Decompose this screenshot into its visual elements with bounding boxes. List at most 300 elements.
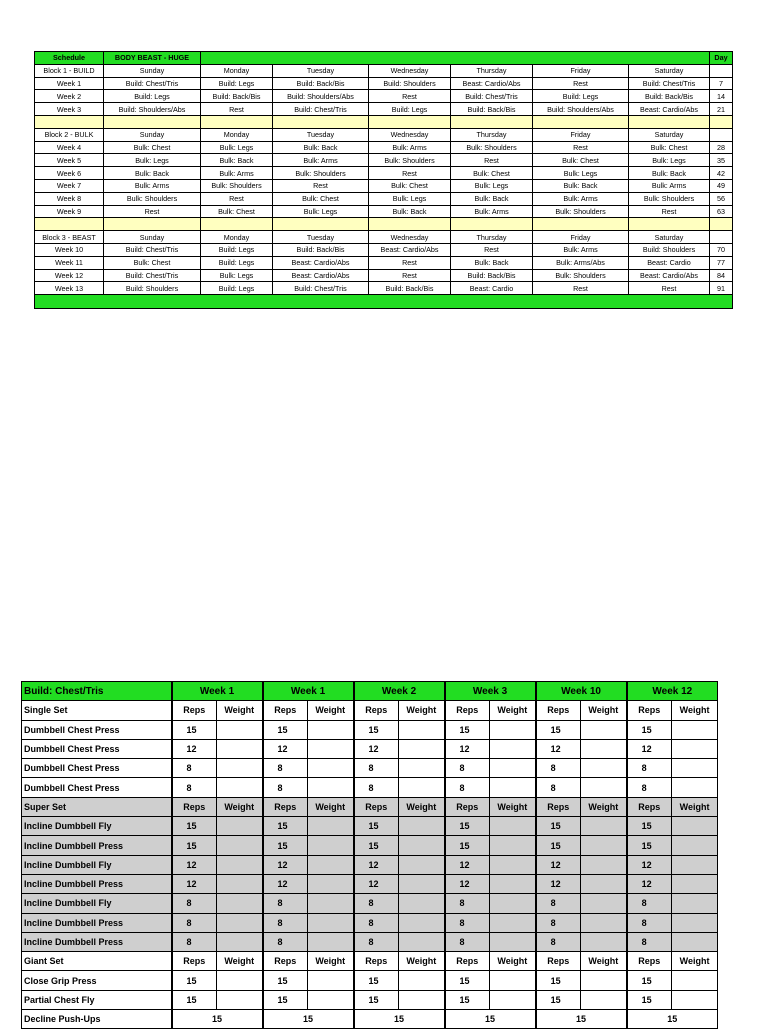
exercise-row: [22, 971, 718, 990]
separator-cell: [35, 218, 104, 231]
reps-value: 15: [172, 836, 217, 855]
weight-header: Weight: [672, 797, 718, 816]
reps-value: 8: [445, 932, 490, 951]
workout-cell: Bulk: Legs: [451, 179, 533, 192]
separator-cell: [35, 115, 104, 128]
block-label: Block 2 - BULK: [35, 128, 104, 141]
weight-value: [581, 894, 627, 913]
workout-cell: Build: Shoulders: [104, 282, 201, 295]
workout-cell: Bulk: Chest: [369, 179, 451, 192]
day-count: 42: [710, 167, 733, 180]
weight-value: [308, 874, 354, 893]
workout-cell: Bulk: Back: [104, 167, 201, 180]
reps-value: 8: [263, 913, 308, 932]
day-header: Day: [710, 52, 733, 65]
weight-value: [217, 932, 263, 951]
day-name: Sunday: [104, 64, 201, 77]
workout-cell: Rest: [369, 90, 451, 103]
reps-value: 8: [536, 759, 581, 778]
reps-value: 15: [263, 990, 308, 1009]
exercise-name: Close Grip Press: [22, 971, 172, 990]
day-count: 77: [710, 256, 733, 269]
separator-cell: [451, 218, 533, 231]
separator-cell: [273, 115, 369, 128]
workout-cell: Beast: Cardio/Abs: [451, 77, 533, 90]
reps-value: 8: [536, 913, 581, 932]
exercise-name: Incline Dumbbell Press: [22, 913, 172, 932]
reps-value: 8: [263, 759, 308, 778]
reps-header: Reps: [354, 701, 399, 720]
schedule-footer-row: [35, 295, 733, 309]
workout-cell: Bulk: Chest: [629, 141, 710, 154]
workout-cell: Beast: Cardio/Abs: [629, 269, 710, 282]
workout-cell: Build: Chest/Tris: [629, 77, 710, 90]
workout-cell: Beast: Cardio: [451, 282, 533, 295]
exercise-name: Incline Dumbbell Fly: [22, 817, 172, 836]
separator-cell: [451, 115, 533, 128]
workout-cell: Bulk: Chest: [533, 154, 629, 167]
workout-cell: Build: Legs: [104, 90, 201, 103]
week-row: [35, 243, 733, 256]
workout-cell: Bulk: Back: [201, 154, 273, 167]
workout-cell: Bulk: Back: [369, 205, 451, 218]
reps-value: 8: [445, 894, 490, 913]
section-name: Super Set: [22, 797, 172, 816]
weight-value: [308, 855, 354, 874]
exercise-row: [22, 778, 718, 797]
schedule-label: Schedule: [35, 52, 104, 65]
week-row: [35, 167, 733, 180]
weight-value: [399, 990, 445, 1009]
week-label: Week 12: [35, 269, 104, 282]
workout-cell: Beast: Cardio/Abs: [369, 243, 451, 256]
workout-cell: Rest: [369, 167, 451, 180]
day-count: 70: [710, 243, 733, 256]
workout-cell: Bulk: Shoulders: [273, 167, 369, 180]
weight-value: [672, 739, 718, 758]
workout-cell: Build: Chest/Tris: [273, 282, 369, 295]
reps-value: 8: [627, 759, 672, 778]
weight-value: [399, 778, 445, 797]
reps-value: 8: [172, 913, 217, 932]
weight-header: Weight: [490, 701, 536, 720]
workout-cell: Bulk: Back: [533, 179, 629, 192]
reps-value: 12: [354, 855, 399, 874]
weight-value: [672, 990, 718, 1009]
reps-value: 15: [627, 990, 672, 1009]
week-label: Week 6: [35, 167, 104, 180]
workout-cell: Build: Back/Bis: [629, 90, 710, 103]
reps-value: 15: [354, 971, 399, 990]
day-count: 63: [710, 205, 733, 218]
weight-value: [399, 720, 445, 739]
reps-value: 8: [536, 778, 581, 797]
workout-cell: Bulk: Shoulders: [629, 192, 710, 205]
workout-cell: Bulk: Shoulders: [451, 141, 533, 154]
week-label: Week 7: [35, 179, 104, 192]
weight-value: [490, 932, 536, 951]
exercise-name: Dumbbell Chest Press: [22, 778, 172, 797]
weight-value: [399, 913, 445, 932]
week-label: Week 10: [35, 243, 104, 256]
weight-value: [490, 990, 536, 1009]
workout-cell: Build: Legs: [533, 90, 629, 103]
reps-value: 15: [263, 1010, 354, 1029]
day-count: 28: [710, 141, 733, 154]
weight-value: [672, 817, 718, 836]
workout-cell: Bulk: Arms: [533, 192, 629, 205]
workout-cell: Bulk: Legs: [201, 141, 273, 154]
weight-header: Weight: [217, 701, 263, 720]
reps-value: 15: [627, 720, 672, 739]
weight-value: [672, 855, 718, 874]
week-row: [35, 269, 733, 282]
weight-header: Weight: [490, 952, 536, 971]
reps-value: 8: [172, 932, 217, 951]
reps-value: 8: [263, 778, 308, 797]
day-name: Sunday: [104, 231, 201, 244]
week-row: [35, 77, 733, 90]
reps-value: 15: [354, 990, 399, 1009]
weight-value: [217, 739, 263, 758]
workout-cell: Build: Back/Bis: [273, 77, 369, 90]
reps-header: Reps: [263, 952, 308, 971]
reps-value: 12: [263, 739, 308, 758]
weight-value: [217, 874, 263, 893]
section-header-row: [22, 701, 718, 720]
weight-value: [308, 913, 354, 932]
section-name: Single Set: [22, 701, 172, 720]
weight-header: Weight: [672, 952, 718, 971]
weight-value: [581, 990, 627, 1009]
workout-cell: Build: Chest/Tris: [273, 103, 369, 116]
weight-value: [490, 817, 536, 836]
weight-value: [399, 874, 445, 893]
workout-cell: Bulk: Chest: [104, 141, 201, 154]
reps-header: Reps: [354, 797, 399, 816]
weight-header: Weight: [217, 952, 263, 971]
separator-cell: [104, 218, 201, 231]
workout-cell: Build: Chest/Tris: [104, 77, 201, 90]
workout-cell: Build: Shoulders/Abs: [533, 103, 629, 116]
weight-value: [490, 971, 536, 990]
day-count: 14: [710, 90, 733, 103]
workout-cell: Beast: Cardio: [629, 256, 710, 269]
reps-value: 15: [445, 720, 490, 739]
block-label: Block 3 - BEAST: [35, 231, 104, 244]
reps-value: 12: [445, 855, 490, 874]
weight-header: Weight: [581, 797, 627, 816]
exercise-row: [22, 759, 718, 778]
exercise-row: [22, 1010, 718, 1029]
exercise-row: [22, 739, 718, 758]
week-label: Week 9: [35, 205, 104, 218]
weight-value: [308, 990, 354, 1009]
weight-value: [308, 720, 354, 739]
weight-value: [217, 894, 263, 913]
workout-cell: Bulk: Legs: [273, 205, 369, 218]
workout-cell: Bulk: Back: [451, 256, 533, 269]
workout-cell: Bulk: Shoulders: [369, 154, 451, 167]
reps-value: 15: [536, 836, 581, 855]
workout-cell: Build: Chest/Tris: [104, 269, 201, 282]
day-name: Wednesday: [369, 128, 451, 141]
workout-cell: Build: Back/Bis: [451, 103, 533, 116]
weight-value: [217, 759, 263, 778]
day-name: Thursday: [451, 64, 533, 77]
exercise-row: [22, 836, 718, 855]
week-label: Week 2: [35, 90, 104, 103]
week-label: Week 1: [35, 77, 104, 90]
reps-value: 12: [445, 739, 490, 758]
weight-value: [672, 971, 718, 990]
exercise-row: [22, 855, 718, 874]
weight-value: [490, 720, 536, 739]
reps-header: Reps: [536, 952, 581, 971]
workout-cell: Bulk: Shoulders: [533, 205, 629, 218]
reps-header: Reps: [172, 701, 217, 720]
reps-value: 15: [445, 990, 490, 1009]
reps-value: 15: [445, 836, 490, 855]
exercise-name: Dumbbell Chest Press: [22, 759, 172, 778]
reps-header: Reps: [172, 797, 217, 816]
week-row: [35, 179, 733, 192]
reps-value: 15: [536, 720, 581, 739]
weight-header: Weight: [308, 797, 354, 816]
weight-header: Weight: [581, 701, 627, 720]
block-header-row: [35, 231, 733, 244]
weight-value: [672, 759, 718, 778]
header-spacer: [201, 52, 710, 65]
workout-cell: Build: Back/Bis: [369, 282, 451, 295]
weight-value: [217, 971, 263, 990]
workout-cell: Bulk: Arms: [273, 154, 369, 167]
workout-cell: Bulk: Arms: [533, 243, 629, 256]
workout-cell: Bulk: Shoulders: [201, 179, 273, 192]
reps-value: 8: [445, 913, 490, 932]
weight-value: [490, 759, 536, 778]
reps-value: 8: [354, 759, 399, 778]
reps-header: Reps: [445, 701, 490, 720]
workout-title: Build: Chest/Tris: [22, 682, 172, 701]
reps-value: 15: [536, 990, 581, 1009]
workout-cell: Bulk: Arms: [104, 179, 201, 192]
weight-value: [217, 855, 263, 874]
exercise-name: Dumbbell Chest Press: [22, 739, 172, 758]
reps-value: 15: [627, 971, 672, 990]
weight-value: [217, 720, 263, 739]
schedule-header-row: [35, 52, 733, 65]
exercise-name: Incline Dumbbell Press: [22, 836, 172, 855]
reps-value: 15: [627, 817, 672, 836]
day-count: 91: [710, 282, 733, 295]
weight-value: [308, 932, 354, 951]
day-name: Tuesday: [273, 231, 369, 244]
weight-value: [490, 778, 536, 797]
workout-cell: Bulk: Back: [451, 192, 533, 205]
workout-cell: Build: Legs: [201, 77, 273, 90]
weight-value: [581, 932, 627, 951]
workout-cell: Bulk: Chest: [104, 256, 201, 269]
block-label: Block 1 - BUILD: [35, 64, 104, 77]
week-row: [35, 103, 733, 116]
day-count: 56: [710, 192, 733, 205]
week-header: Week 10: [536, 682, 627, 701]
weight-value: [217, 778, 263, 797]
reps-value: 15: [445, 971, 490, 990]
reps-header: Reps: [354, 952, 399, 971]
week-row: [35, 256, 733, 269]
reps-value: 12: [627, 855, 672, 874]
separator-cell: [273, 218, 369, 231]
day-name: Wednesday: [369, 231, 451, 244]
day-name: Thursday: [451, 128, 533, 141]
exercise-name: Incline Dumbbell Press: [22, 874, 172, 893]
exercise-row: [22, 817, 718, 836]
weight-value: [217, 913, 263, 932]
reps-header: Reps: [627, 952, 672, 971]
weight-value: [399, 932, 445, 951]
workout-cell: Bulk: Arms/Abs: [533, 256, 629, 269]
reps-value: 12: [627, 874, 672, 893]
weight-value: [308, 894, 354, 913]
weight-value: [399, 894, 445, 913]
weight-value: [399, 855, 445, 874]
block-separator-row: [35, 218, 733, 231]
workout-cell: Beast: Cardio/Abs: [273, 269, 369, 282]
exercise-row: [22, 932, 718, 951]
exercise-row: [22, 874, 718, 893]
reps-value: 15: [263, 720, 308, 739]
weight-value: [399, 971, 445, 990]
separator-cell: [201, 115, 273, 128]
separator-cell: [710, 218, 733, 231]
separator-cell: [369, 218, 451, 231]
weight-value: [581, 759, 627, 778]
separator-cell: [533, 218, 629, 231]
workout-cell: Bulk: Shoulders: [533, 269, 629, 282]
weight-value: [308, 971, 354, 990]
weight-value: [672, 913, 718, 932]
workout-cell: Beast: Cardio/Abs: [273, 256, 369, 269]
reps-header: Reps: [172, 952, 217, 971]
weight-value: [490, 855, 536, 874]
reps-value: 15: [354, 720, 399, 739]
workout-cell: Beast: Cardio/Abs: [629, 103, 710, 116]
day-name: Tuesday: [273, 64, 369, 77]
reps-value: 8: [627, 932, 672, 951]
workout-cell: Rest: [533, 77, 629, 90]
week-row: [35, 205, 733, 218]
reps-value: 15: [263, 836, 308, 855]
reps-value: 8: [354, 913, 399, 932]
weight-value: [581, 874, 627, 893]
weight-value: [581, 739, 627, 758]
day-name: Friday: [533, 64, 629, 77]
reps-value: 12: [354, 739, 399, 758]
section-header-row: [22, 952, 718, 971]
reps-value: 12: [445, 874, 490, 893]
reps-value: 8: [263, 932, 308, 951]
workout-cell: Bulk: Arms: [369, 141, 451, 154]
day-count: 84: [710, 269, 733, 282]
workout-table: [21, 681, 718, 1029]
reps-value: 12: [536, 855, 581, 874]
section-header-row: [22, 797, 718, 816]
exercise-name: Dumbbell Chest Press: [22, 720, 172, 739]
week-label: Week 13: [35, 282, 104, 295]
workout-cell: Bulk: Chest: [451, 167, 533, 180]
weight-header: Weight: [490, 797, 536, 816]
workout-cell: Rest: [533, 282, 629, 295]
week-header: Week 2: [354, 682, 445, 701]
workout-cell: Build: Chest/Tris: [451, 90, 533, 103]
exercise-name: Incline Dumbbell Press: [22, 932, 172, 951]
reps-value: 12: [354, 874, 399, 893]
weight-value: [490, 874, 536, 893]
week-row: [35, 192, 733, 205]
reps-value: 8: [354, 778, 399, 797]
separator-cell: [104, 115, 201, 128]
block-header-row: [35, 128, 733, 141]
workout-cell: Build: Back/Bis: [201, 90, 273, 103]
workout-cell: Bulk: Back: [273, 141, 369, 154]
exercise-name: Incline Dumbbell Fly: [22, 855, 172, 874]
workout-cell: Build: Shoulders: [369, 77, 451, 90]
workout-cell: Build: Shoulders: [629, 243, 710, 256]
reps-value: 8: [445, 759, 490, 778]
workout-cell: Rest: [201, 192, 273, 205]
reps-value: 8: [627, 894, 672, 913]
weight-value: [581, 778, 627, 797]
reps-value: 15: [536, 971, 581, 990]
weight-header: Weight: [399, 952, 445, 971]
weight-value: [581, 817, 627, 836]
reps-value: 15: [445, 1010, 536, 1029]
workout-cell: Bulk: Legs: [104, 154, 201, 167]
weight-value: [308, 739, 354, 758]
workout-cell: Rest: [104, 205, 201, 218]
exercise-row: [22, 720, 718, 739]
weight-value: [672, 874, 718, 893]
exercise-row: [22, 913, 718, 932]
weight-value: [672, 894, 718, 913]
weight-value: [672, 932, 718, 951]
workout-cell: Rest: [369, 256, 451, 269]
reps-value: 8: [172, 759, 217, 778]
week-header: Week 1: [172, 682, 263, 701]
workout-cell: Build: Back/Bis: [451, 269, 533, 282]
footer-bar: [35, 295, 733, 309]
workout-cell: Build: Shoulders/Abs: [104, 103, 201, 116]
separator-cell: [629, 218, 710, 231]
day-name: Friday: [533, 128, 629, 141]
reps-value: 15: [354, 1010, 445, 1029]
reps-value: 8: [445, 778, 490, 797]
separator-cell: [201, 218, 273, 231]
weight-header: Weight: [672, 701, 718, 720]
day-name: Wednesday: [369, 64, 451, 77]
reps-value: 12: [536, 739, 581, 758]
workout-cell: Rest: [451, 154, 533, 167]
weight-value: [308, 778, 354, 797]
day-name: Monday: [201, 64, 273, 77]
workout-title-row: [22, 682, 718, 701]
workout-cell: Rest: [629, 282, 710, 295]
weight-value: [490, 739, 536, 758]
workout-cell: Rest: [369, 269, 451, 282]
weight-value: [581, 913, 627, 932]
